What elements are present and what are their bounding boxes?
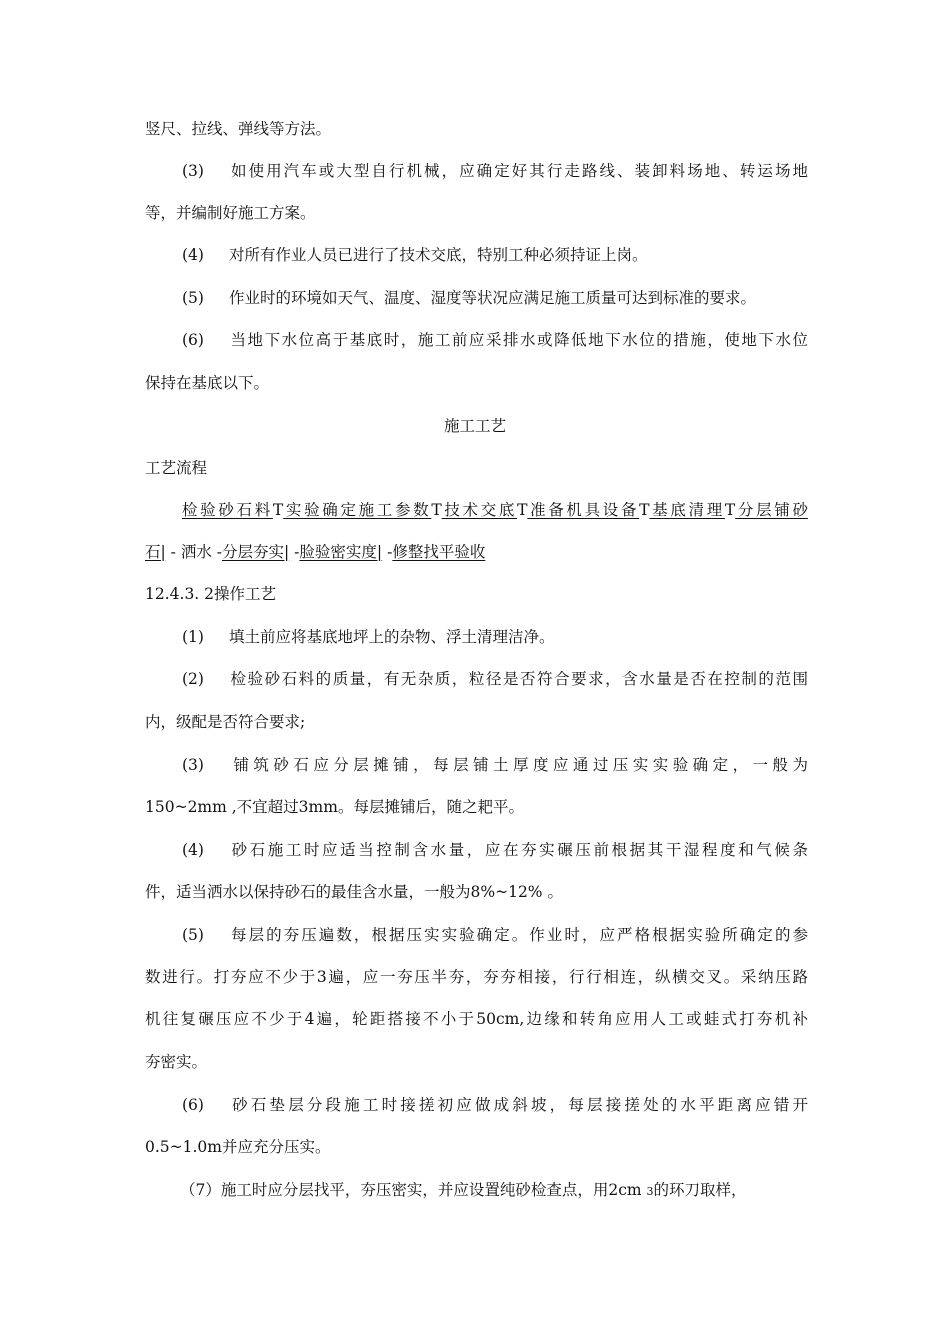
subsection-title: 工艺流程 xyxy=(145,459,208,477)
list-item-3: (3) 如使用汽车或大型自行机械，应确定好其行走路线、装卸料场地、转运场地 xyxy=(182,162,808,180)
list-number: (2) xyxy=(182,670,204,688)
list-number: (1) xyxy=(182,628,204,646)
paragraph-line: 内，级配是否符合要求; xyxy=(145,713,306,731)
list-item-6: (6) 当地下水位高于基底时，施工前应采排水或降低地下水位的措施，使地下水位 xyxy=(182,331,808,349)
list-item-4: (4) 对所有作业人员已进行了技术交底，特别工种必须持证上岗。 xyxy=(182,246,648,264)
paragraph-line: 件，适当洒水以保持砂石的最佳含水量，一般为8%~12% 。 xyxy=(145,883,563,901)
paragraph-line: 0.5~1.0m并应充分压实。 xyxy=(145,1138,331,1156)
paragraph-line: 保持在基底以下。 xyxy=(145,374,270,392)
paragraph-line: 等，并编制好施工方案。 xyxy=(145,204,316,222)
process-flow-line-1: 检验砂石料T实验确定施工参数T技术交底T准备机具设备T基底清理T分层铺砂 xyxy=(182,501,808,519)
paragraph-line: 数进行。打夯应不少于3遍，应一夯压半夯，夯夯相接，行行相连，纵横交叉。采纳压路 xyxy=(145,968,808,986)
list-number: (4) xyxy=(182,841,204,859)
list-number: (3) xyxy=(182,756,204,774)
op-item-5: (5) 每层的夯压遍数，根据压实实验确定。作业时，应严格根据实验所确定的参 xyxy=(182,926,808,944)
list-number: (3) xyxy=(182,162,204,180)
paragraph-line: 机往复碾压应不少于4遍，轮距搭接不小于50cm,边缘和转角应用人工或蛙式打夯机补 xyxy=(145,1010,808,1028)
op-item-1: (1) 填土前应将基底地坪上的杂物、浮土清理洁净。 xyxy=(182,628,555,646)
paragraph-line: 150~2mm ,不宜超过3mm。每层摊铺后，随之耙平。 xyxy=(145,798,524,816)
list-number: (4) xyxy=(182,246,204,264)
op-item-6: (6) 砂石垫层分段施工时接搓初应做成斜坡，每层接搓处的水平距离应错开 xyxy=(182,1096,808,1114)
list-number: (6) xyxy=(182,331,204,349)
paragraph-line: 夯密实。 xyxy=(145,1053,208,1071)
list-number: (5) xyxy=(182,926,204,944)
op-item-3: (3) 铺筑砂石应分层摊铺，每层铺土厚度应通过压实实验确定，一般为 xyxy=(182,756,808,774)
op-item-7: （7）施工时应分层找平，夯压密实，并应设置纯砂检查点，用2cm 3的环刀取样， xyxy=(180,1181,747,1199)
list-number: (5) xyxy=(182,289,204,307)
list-item-5: (5) 作业时的环境如天气、温度、湿度等状况应满足施工质量可达到标准的要求。 xyxy=(182,289,757,307)
section-title: 施工工艺 xyxy=(443,417,506,435)
op-item-2: (2) 检验砂石料的质量，有无杂质，粒径是否符合要求，含水量是否在控制的范围 xyxy=(182,670,808,688)
operation-heading: 12.4.3. 2操作工艺 xyxy=(145,585,277,603)
op-item-4: (4) 砂石施工时应适当控制含水量，应在夯实碾压前根据其干湿程度和气候条 xyxy=(182,841,808,859)
paragraph-line: 竖尺、拉线、弹线等方法。 xyxy=(145,120,332,138)
list-number: (6) xyxy=(182,1096,204,1114)
process-flow-line-2: 石| - 洒水 -分层夯实| -脸验密实度| -修整找平验收 xyxy=(145,543,486,561)
